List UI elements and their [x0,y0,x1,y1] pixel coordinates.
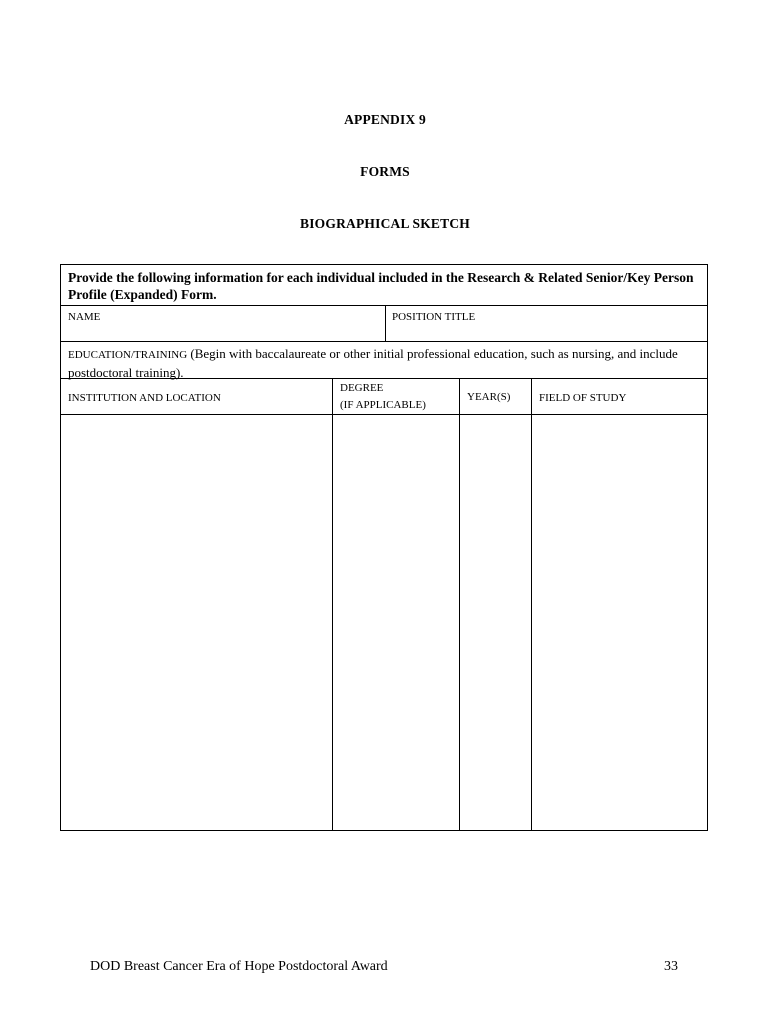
education-training-note: (Begin with baccalaureate or other initial professional education, such as nursing, and include postdoctoral training). [68,346,678,380]
institution-entry-area[interactable] [62,416,330,828]
forms-heading: FORMS [360,164,410,179]
position-title-label: POSITION TITLE [392,311,476,323]
divider [61,414,707,415]
position-title-field[interactable] [391,322,701,338]
years-entry-area[interactable] [461,416,529,828]
degree-entry-area[interactable] [334,416,457,828]
divider [61,378,707,379]
column-header-years: YEAR(S) [467,391,511,403]
education-training-instructions [68,345,704,381]
column-header-degree-note: (IF APPLICABLE) [340,399,426,411]
column-header-institution: INSTITUTION AND LOCATION [68,392,221,404]
page-number: 33 [664,959,678,974]
column-header-field-of-study: FIELD OF STUDY [539,392,627,404]
appendix-heading: APPENDIX 9 [344,112,426,127]
divider [459,378,460,830]
column-header-degree: DEGREE [340,382,384,394]
document-title: BIOGRAPHICAL SKETCH [300,216,470,231]
form-instructions: Provide the following information for each individual included in the Research & Related Senior/Key Person Profile (Expanded) Form. [68,270,694,302]
education-training-label: EDUCATION/TRAINING [68,349,188,361]
divider [385,305,386,341]
divider [61,305,707,306]
footer-text: DOD Breast Cancer Era of Hope Postdoctoral Award [90,959,388,974]
divider [61,341,707,342]
divider [332,378,333,830]
name-label: NAME [68,311,101,323]
divider [531,378,532,830]
name-field[interactable] [68,322,378,338]
field-of-study-entry-area[interactable] [533,416,705,828]
biographical-sketch-form [60,264,708,831]
